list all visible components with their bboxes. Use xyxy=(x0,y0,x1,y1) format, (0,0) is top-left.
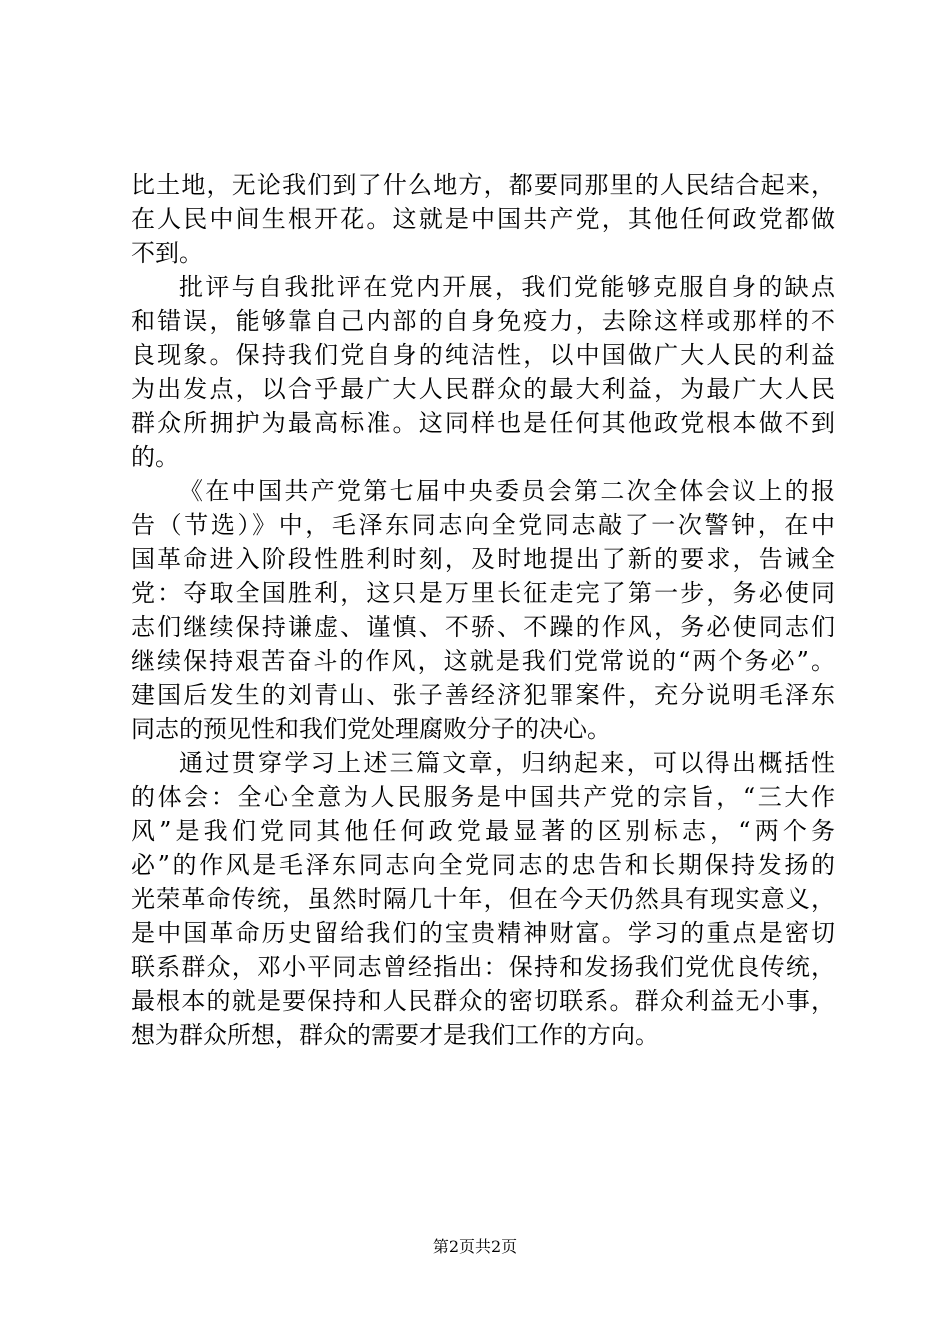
text-line: 的体会：全心全意为人民服务是中国共产党的宗旨，“三大作 xyxy=(131,783,835,811)
text-line: 告（节选）》中，毛泽东同志向全党同志敲了一次警钟，在中 xyxy=(131,511,835,539)
paragraph xyxy=(131,474,835,746)
paragraph xyxy=(131,270,835,474)
paragraph xyxy=(131,168,835,270)
text-line: 联系群众，邓小平同志曾经指出：保持和发扬我们党优良传统， xyxy=(131,953,835,981)
text-line: 最根本的就是要保持和人民群众的密切联系。群众利益无小事， xyxy=(131,987,835,1015)
text-line: 想为群众所想，群众的需要才是我们工作的方向。 xyxy=(131,1021,659,1049)
text-line: 良现象。保持我们党自身的纯洁性，以中国做广大人民的利益 xyxy=(131,341,835,369)
text-line: 为出发点，以合乎最广大人民群众的最大利益，为最广大人民 xyxy=(131,375,835,403)
text-line: 批评与自我批评在党内开展，我们党能够克服自身的缺点 xyxy=(179,273,835,301)
text-line: 志们继续保持谦虚、谨慎、不骄、不躁的作风，务必使同志们 xyxy=(131,613,835,641)
text-line: 继续保持艰苦奋斗的作风，这就是我们党常说的“两个务必”。 xyxy=(131,647,835,675)
text-line: 和错误，能够靠自己内部的自身免疫力，去除这样或那样的不 xyxy=(131,307,835,335)
page-total: 共2页 xyxy=(475,1237,518,1256)
text-line: 党：夺取全国胜利，这只是万里长征走完了第一步，务必使同 xyxy=(131,579,835,607)
text-line: 是中国革命历史留给我们的宝贵精神财富。学习的重点是密切 xyxy=(131,919,835,947)
page-number: 第2页 xyxy=(432,1237,475,1256)
text-line: 光荣革命传统，虽然时隔几十年，但在今天仍然具有现实意义， xyxy=(131,885,835,913)
text-line: 群众所拥护为最高标准。这同样也是任何其他政党根本做不到 xyxy=(131,409,835,437)
text-line: 比土地，无论我们到了什么地方，都要同那里的人民结合起来， xyxy=(131,171,835,199)
text-line: 通过贯穿学习上述三篇文章，归纳起来，可以得出概括性 xyxy=(179,749,835,777)
text-line: 必”的作风是毛泽东同志向全党同志的忠告和长期保持发扬的 xyxy=(131,851,835,879)
text-line: 在人民中间生根开花。这就是中国共产党，其他任何政党都做 xyxy=(131,205,835,233)
text-line: 同志的预见性和我们党处理腐败分子的决心。 xyxy=(131,715,611,743)
text-line: 不到。 xyxy=(131,239,203,267)
text-line: 的。 xyxy=(131,443,179,471)
text-line: 国革命进入阶段性胜利时刻，及时地提出了新的要求，告诫全 xyxy=(131,545,835,573)
text-line: 《在中国共产党第七届中央委员会第二次全体会议上的报 xyxy=(179,477,835,505)
paragraph xyxy=(131,746,835,1052)
document-body xyxy=(131,168,835,1052)
text-line: 建国后发生的刘青山、张子善经济犯罪案件，充分说明毛泽东 xyxy=(131,681,835,709)
page-footer xyxy=(0,1236,950,1258)
text-line: 风”是我们党同其他任何政党最显著的区别标志，“两个务 xyxy=(131,817,835,845)
